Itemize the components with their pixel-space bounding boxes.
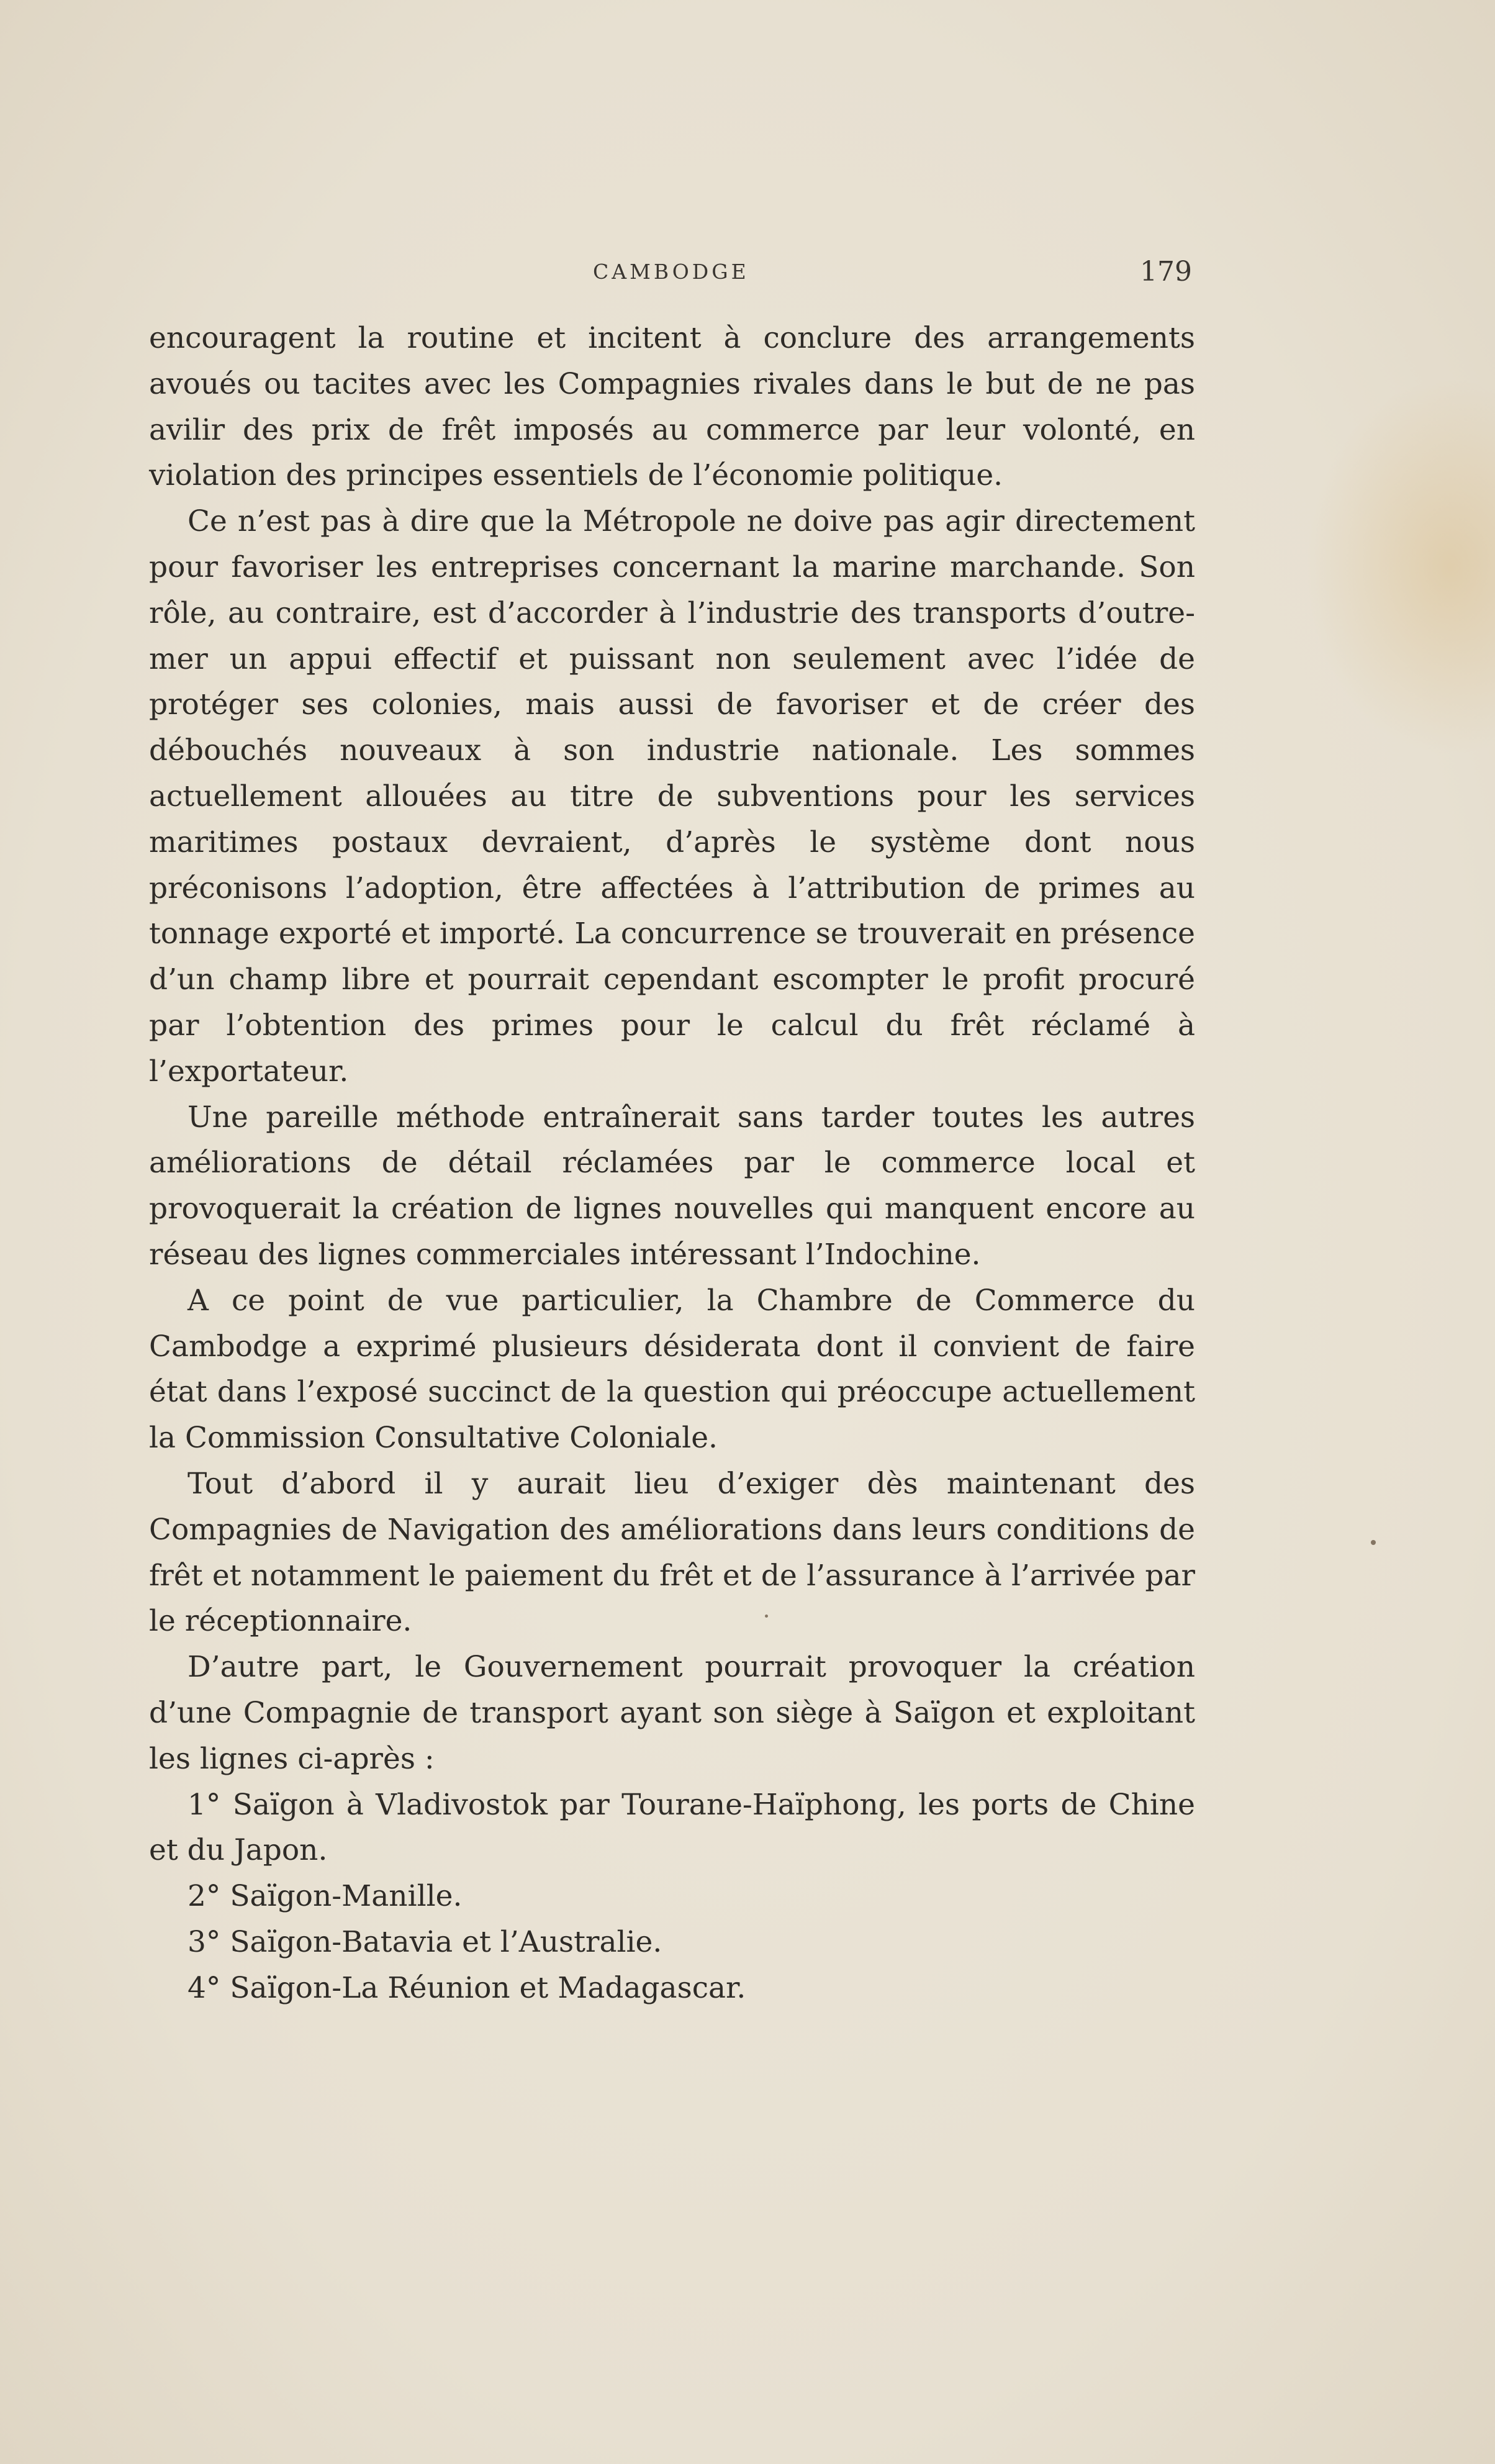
paragraph-5: Tout d’abord il y aurait lieu d’exiger dès maintenant des Compagnies de Navigation des améliorations dans leurs conditions de frêt et notamment le paiement du frêt et de l’assurance à l’arrivée par le réceptionnaire. bbox=[149, 1466, 1195, 1639]
route-item-1: 1° Saïgon à Vladivostok par Tourane-Haïphong, les ports de Chine et du Japon. bbox=[149, 1787, 1195, 1868]
running-head bbox=[149, 256, 1192, 293]
route-list bbox=[149, 1782, 1195, 2011]
ink-spot bbox=[1371, 1540, 1376, 1545]
running-title: CAMBODGE bbox=[593, 260, 749, 284]
route-item-4: 4° Saïgon-La Réunion et Madagascar. bbox=[187, 1970, 746, 2005]
page-number: 179 bbox=[1140, 256, 1192, 288]
paragraph-1: encouragent la routine et incitent à conclure des arrangements avoués ou tacites avec les Compagnies rivales dans le but de ne pas avilir des prix de frêt imposés au commerce par leur volonté, en violation des principes essentiels de l’économie politique. bbox=[149, 321, 1195, 493]
paragraph-6: D’autre part, le Gouvernement pourrait provoquer la création d’une Compagnie de transport ayant son siège à Saïgon et exploitant les lignes ci-après : bbox=[149, 1650, 1195, 1776]
ink-spot bbox=[765, 1615, 768, 1618]
body-text bbox=[149, 315, 1195, 2011]
paragraph-2: Ce n’est pas à dire que la Métropole ne doive pas agir directement pour favoriser les entreprises concernant la marine marchande. Son rôle, au contraire, est d’accorder à l’industrie des transports d’outre-mer un appui effectif et puissant non seulement avec l’idée de protéger ses colonies, mais aussi de favoriser et de créer des débouchés nouveaux à son industrie nationale. Les sommes actuellement allouées au titre de subventions pour les services maritimes postaux devraient, d’après le système dont nous préconisons l’adoption, être affectées à l’attribution de primes au tonnage exporté et importé. La concurrence se trouverait en présence d’un champ libre et pourrait cependant escompter le profit procuré par l’obtention des primes pour le calcul du frêt réclamé à l’exportateur. bbox=[149, 504, 1195, 1089]
route-item-3: 3° Saïgon-Batavia et l’Australie. bbox=[187, 1924, 662, 1959]
paragraph-3: Une pareille méthode entraînerait sans tarder toutes les autres améliorations de détail réclamées par le commerce local et provoquerait la création de lignes nouvelles qui manquent encore au réseau des lignes commerciales intéressant l’Indochine. bbox=[149, 1100, 1195, 1272]
route-item-2: 2° Saïgon-Manille. bbox=[187, 1879, 463, 1914]
paragraph-4: A ce point de vue particulier, la Chambre de Commerce du Cambodge a exprimé plusieurs désiderata dont il convient de faire état dans l’exposé succinct de la question qui préoccupe actuellement la Commission Consultative Coloniale. bbox=[149, 1283, 1195, 1456]
